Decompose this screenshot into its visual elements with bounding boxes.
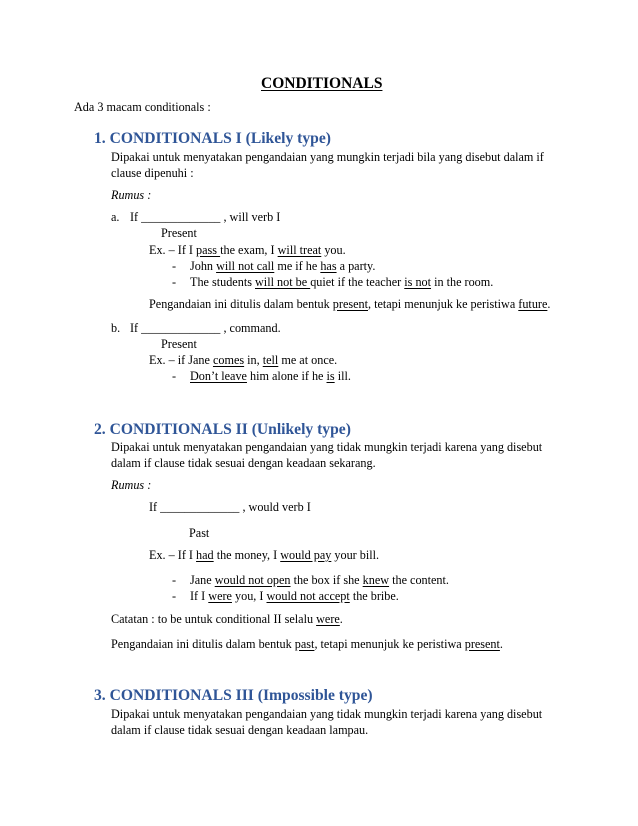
example-2 [149,548,379,564]
bullet-underline-1: were [208,589,232,603]
bullet-text-mid: him alone if he [246,369,327,383]
example-b-text: Ex. – if Jane [149,353,213,367]
catatan-text: Catatan : to be untuk conditional II selalu [111,612,317,626]
section-2-heading: 2. CONDITIONALS II (Unlikely type) [94,421,351,438]
formula-b-if: If [130,321,139,335]
formula-b [130,321,281,337]
bullet-underline-2: knew [362,573,390,587]
example-2-text: Ex. – If I [149,548,197,562]
formula-2-tense: Past [189,526,210,540]
example-a-bullet-2-dash: - [172,275,177,289]
example-a-underline-1: pass [196,243,221,257]
formula-b-label: b. [111,321,121,335]
section-1-desc-line-2: clause dipenuhi : [111,166,194,180]
bullet-text: Jane [190,573,215,587]
bullet-text-end: in the room. [431,275,494,289]
formula-a [130,210,280,226]
example-b-underline-2: tell [262,353,279,367]
bullet-underline-1: Don’t leave [190,369,247,383]
example-a-bullet-2 [190,275,493,291]
bullet-text-end: the bribe. [349,589,399,603]
bullet-underline-2: has [320,259,337,273]
example-a-text: Ex. – If I [149,243,197,257]
formula-2 [149,500,311,516]
bullet-text-mid: me if he [274,259,321,273]
example-2-bullet-1 [190,573,449,589]
bullet-text-mid: the box if she [290,573,363,587]
example-a-bullet-1-dash: - [172,259,177,273]
page-title: CONDITIONALS [261,75,383,92]
intro-text: Ada 3 macam conditionals : [74,100,211,114]
example-b-text-mid: in, [244,353,263,367]
bullet-text: John [190,259,217,273]
example-a [149,243,346,259]
note-text-end: . [499,637,503,651]
bullet-underline-1: will not call [216,259,275,273]
example-2-text-end: your bill. [331,548,380,562]
bullet-text: If I [190,589,209,603]
note-underline-2: present [464,637,500,651]
example-a-text-end: you. [321,243,346,257]
bullet-text-end: the content. [389,573,449,587]
example-a-text-mid: the exam, I [220,243,278,257]
example-b-text-end: me at once. [278,353,338,367]
example-2-underline-1: had [196,548,214,562]
section-1-rumus-label: Rumus : [111,188,152,202]
example-2-bullet-2-dash: - [172,589,177,603]
formula-2-if: If [149,500,158,514]
bullet-text-end: ill. [334,369,351,383]
section-2-desc-line-1: Dipakai untuk menyatakan pengandaian yang tidak mungkin terjadi karena yang disebut [111,440,543,454]
example-b-bullet-1 [190,369,351,385]
formula-2-rest: , would verb I [239,500,311,514]
example-b-bullet-1-dash: - [172,369,177,383]
bullet-underline-2: would not accept [266,589,350,603]
example-2-bullet-2 [190,589,399,605]
example-2-underline-2: would pay [280,548,332,562]
bullet-text-mid: quiet if the teacher [310,275,405,289]
note-text: Pengandaian ini ditulis dalam bentuk [111,637,295,651]
formula-a-label: a. [111,210,120,224]
bullet-text-end: a party. [336,259,376,273]
section-2-rumus-label: Rumus : [111,478,152,492]
example-a-underline-2: will treat [277,243,322,257]
example-2-text-mid: the money, I [213,548,281,562]
example-a-bullet-1 [190,259,375,275]
note-underline-2: future [518,297,548,311]
section-1-desc-line-1: Dipakai untuk menyatakan pengandaian yang mungkin terjadi bila yang disebut dalam if [111,150,544,164]
section-3-desc-line-2: dalam if clause tidak sesuai dengan keadaan lampau. [111,723,369,737]
formula-2-blank: _____________ [160,500,240,514]
bullet-text: The students [190,275,255,289]
bullet-underline-1: will not be [255,275,311,289]
example-b [149,353,337,369]
note-text-mid: , tetapi menunjuk ke peristiwa [368,297,519,311]
example-2-bullet-1-dash: - [172,573,177,587]
note-text-end: . [547,297,551,311]
formula-b-rest: , command. [220,321,281,335]
example-b-underline-1: comes [212,353,245,367]
formula-b-tense: Present [161,337,197,351]
section-1-heading: 1. CONDITIONALS I (Likely type) [94,130,331,147]
bullet-text-mid: you, I [231,589,267,603]
formula-a-if: If [130,210,139,224]
section-3-desc-line-1: Dipakai untuk menyatakan pengandaian yang tidak mungkin terjadi karena yang disebut [111,707,543,721]
note-underline-1: past [294,637,315,651]
formula-a-tense: Present [161,226,197,240]
bullet-underline-2: is not [404,275,432,289]
note-text: Pengandaian ini ditulis dalam bentuk [149,297,333,311]
section-2-catatan [111,612,343,628]
note-underline-1: present [332,297,368,311]
formula-b-blank: _____________ [141,321,221,335]
catatan-underline: were [316,612,340,626]
bullet-underline-1: would not open [214,573,291,587]
formula-a-blank: _____________ [141,210,221,224]
formula-a-rest: , will verb I [220,210,281,224]
note-text-mid: , tetapi menunjuk ke peristiwa [314,637,465,651]
catatan-text-end: . [339,612,343,626]
section-1-note [149,297,550,313]
section-2-desc-line-2: dalam if clause tidak sesuai dengan keadaan sekarang. [111,456,376,470]
bullet-underline-2: is [326,369,335,383]
section-3-heading: 3. CONDITIONALS III (Impossible type) [94,687,373,704]
section-2-note [111,637,503,653]
